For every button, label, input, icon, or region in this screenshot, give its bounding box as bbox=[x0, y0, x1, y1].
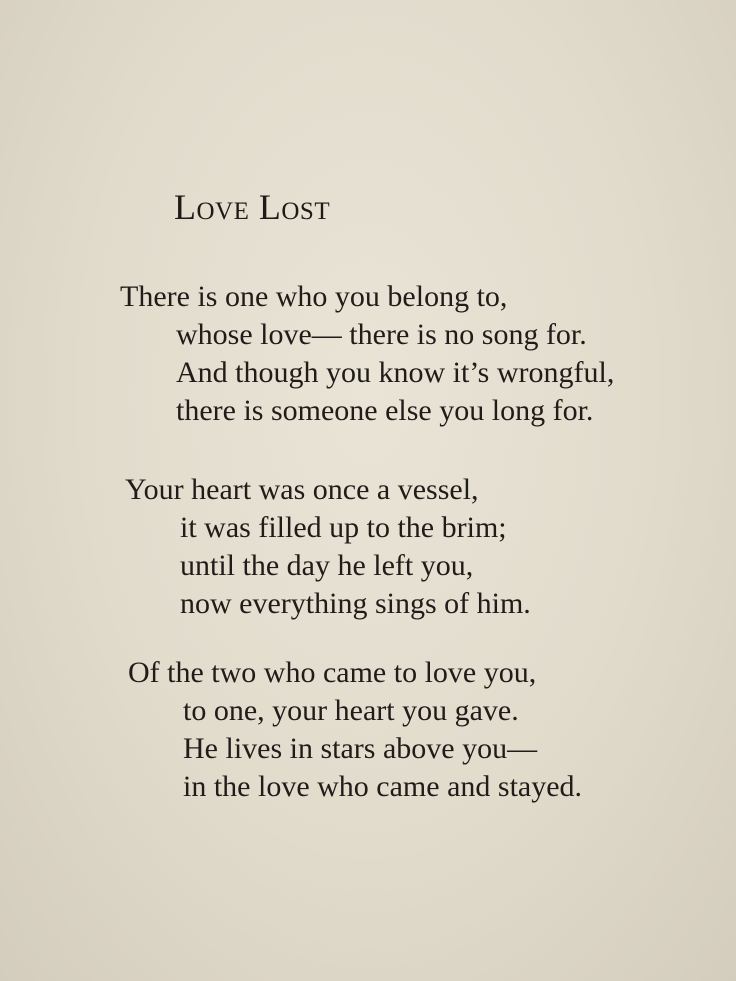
poem-line: until the day he left you, bbox=[180, 549, 474, 582]
poem-line: Your heart was once a vessel, bbox=[125, 473, 479, 506]
poem-line: And though you know it’s wrongful, bbox=[176, 356, 615, 389]
poem-line: it was filled up to the brim; bbox=[180, 511, 507, 544]
poem-line: There is one who you belong to, bbox=[120, 280, 508, 313]
poem-line: whose love— there is no song for. bbox=[176, 318, 587, 351]
stanza-2 bbox=[125, 471, 531, 623]
stanza-1 bbox=[120, 278, 614, 430]
stanza-3 bbox=[128, 654, 582, 806]
poem-line: Of the two who came to love you, bbox=[128, 656, 537, 689]
poem-line: He lives in stars above you— bbox=[183, 732, 538, 765]
poem-title: Love Lost bbox=[174, 187, 331, 227]
poem-line: in the love who came and stayed. bbox=[183, 770, 583, 803]
poem-line: now everything sings of him. bbox=[180, 587, 531, 620]
poem-line: to one, your heart you gave. bbox=[183, 694, 519, 727]
poem-line: there is someone else you long for. bbox=[176, 394, 594, 427]
